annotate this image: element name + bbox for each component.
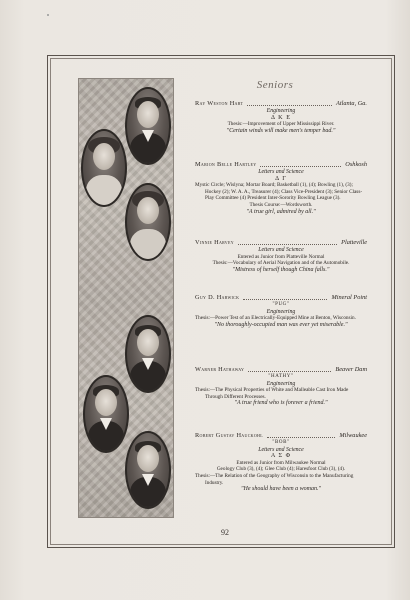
portrait-hartley bbox=[81, 129, 127, 207]
dot-leader bbox=[247, 100, 332, 106]
senior-detail: Entered as Junior from Platteville Normal bbox=[237, 253, 325, 260]
senior-name: Marion Belle Hartley bbox=[195, 161, 257, 168]
senior-nickname: "BOB" bbox=[272, 440, 290, 445]
senior-course: Letters and Science bbox=[258, 247, 304, 253]
senior-name: Guy D. Harwick bbox=[195, 294, 240, 301]
senior-quote: "Certain winds will make men's temper bad." bbox=[226, 127, 336, 134]
senior-name: Vinnie Harvey bbox=[195, 239, 234, 246]
senior-course: Engineering bbox=[266, 308, 296, 315]
fraternity-letters: Α Σ Φ bbox=[270, 452, 292, 460]
senior-detail: Thesis:—Vocabulary of Aerial Navigation and of the Automobile. bbox=[212, 260, 350, 267]
senior-detail: Thesis Course:—Wordsworth. bbox=[249, 201, 313, 208]
senior-detail: Entered as Junior from Milwaukee Normal bbox=[236, 459, 326, 466]
senior-hometown: Mineral Point bbox=[331, 294, 367, 301]
dot-leader bbox=[238, 239, 337, 245]
sorority-letters: Δ Γ bbox=[275, 174, 287, 182]
page-heading: Seniors bbox=[256, 79, 294, 91]
portrait-hart bbox=[125, 87, 171, 165]
fraternity-letters: Δ K E bbox=[271, 113, 291, 121]
dot-leader bbox=[243, 294, 327, 300]
senior-name: Robert Gustav Hauckohl bbox=[195, 432, 263, 439]
senior-hometown: Beaver Dam bbox=[335, 366, 367, 373]
senior-hometown: Platteville bbox=[341, 239, 367, 246]
senior-entry-hathaway bbox=[195, 366, 367, 407]
senior-entry-hartley bbox=[195, 161, 367, 215]
senior-hometown: Oshkosh bbox=[345, 161, 367, 168]
portrait-harvey bbox=[125, 183, 171, 261]
dot-leader bbox=[248, 366, 331, 372]
senior-detail: Geology Club (3), (4); Glee Club (4); Haresfoot Club (3), (4). bbox=[216, 466, 346, 473]
senior-quote: "A true friend who is forever a friend." bbox=[234, 400, 328, 407]
senior-detail: Thesis:—The Physical Properties of White and Malleable Cast Iron Made Through Different Processes. bbox=[195, 387, 349, 400]
senior-course: Letters and Science bbox=[258, 169, 304, 175]
senior-detail: Thesis:—Improvement of Upper Mississippi River. bbox=[227, 121, 335, 128]
senior-hometown: Milwaukee bbox=[339, 432, 367, 439]
senior-name: Warner Hathaway bbox=[195, 366, 245, 373]
senior-entry-harwick bbox=[195, 294, 367, 328]
senior-nickname: "PUG" bbox=[272, 302, 290, 307]
senior-name: Ray Weston Hart bbox=[195, 100, 244, 107]
portrait-hathaway bbox=[83, 375, 129, 453]
portrait-harwick bbox=[125, 315, 171, 393]
senior-course: Letters and Science bbox=[258, 446, 304, 453]
senior-quote: "Mistress of herself though China falls." bbox=[232, 266, 330, 273]
portrait-hauckohl bbox=[125, 431, 171, 509]
paper-speck bbox=[47, 14, 49, 16]
dot-leader bbox=[260, 161, 341, 167]
senior-course: Engineering bbox=[266, 108, 296, 114]
senior-hometown: Atlanta, Ga. bbox=[336, 100, 367, 107]
page-number: 92 bbox=[221, 528, 229, 537]
senior-nickname: "HATHY" bbox=[268, 374, 294, 379]
senior-quote: "He should have been a woman." bbox=[240, 486, 322, 493]
senior-detail: Thesis:—The Relation of the Geography of Wisconsin to the Manufacturing Industry. bbox=[195, 472, 354, 486]
dot-leader bbox=[267, 432, 335, 438]
senior-activities: Mystic Circle; Wislyna; Mortar Board; Basketball (1), (4); Bowling (1), (3); Hockey (2); W. A. A., Treasurer (4); Class Vice-President (3); Senior Class-Play Committee (4) President Inter-Sorority Bowling League (3). bbox=[195, 182, 363, 202]
senior-course: Engineering bbox=[266, 380, 296, 387]
portrait-panel bbox=[78, 78, 174, 518]
senior-quote: "A true girl, admired by all." bbox=[246, 208, 316, 215]
senior-quote: "No thoroughly-occupied man was ever yet miserable." bbox=[214, 321, 348, 328]
senior-detail: Thesis:—Power Test of an Electrically-Equipped Mine at Benton, Wisconsin. bbox=[195, 315, 356, 322]
senior-entry-hart bbox=[195, 100, 367, 134]
senior-entry-hauckohl bbox=[195, 432, 367, 493]
senior-entry-harvey bbox=[195, 239, 367, 273]
